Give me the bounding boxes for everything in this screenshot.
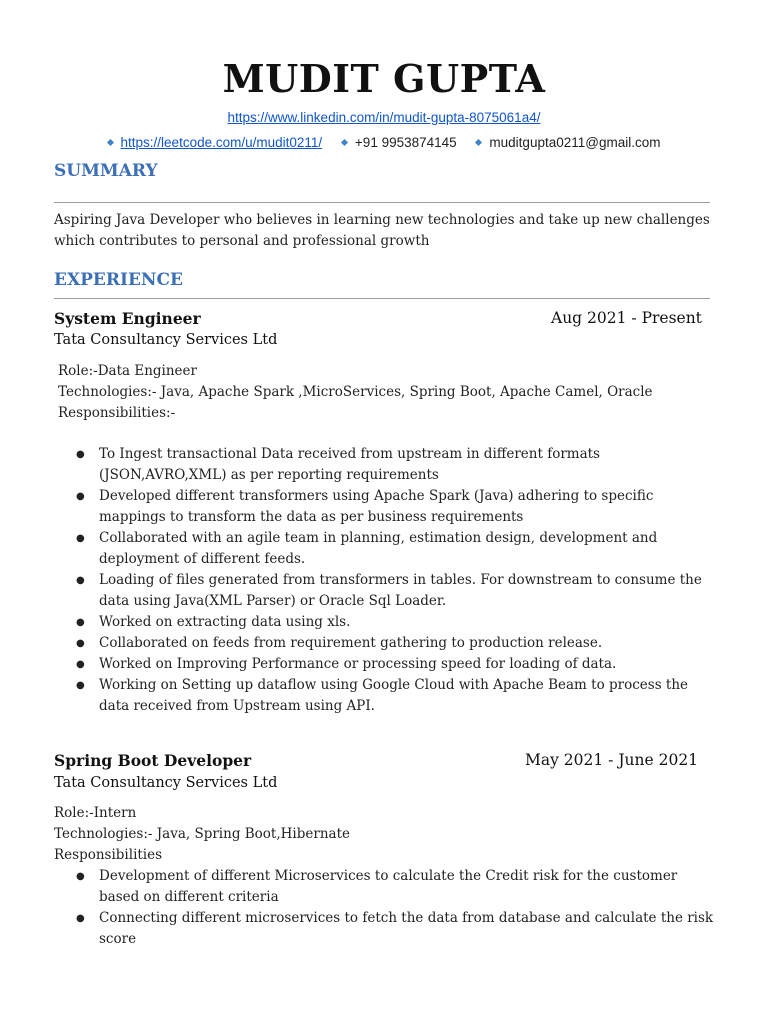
diamond-bullet-icon (475, 139, 482, 146)
summary-heading: SUMMARY (54, 161, 158, 181)
linkedin-row (0, 110, 768, 125)
list-item: ● Loading of files generated from transformers in tables. For downstream to consume the data using Java(XML Parser) or Oracle Sql Loader. (54, 570, 718, 612)
phone-number: +91 9953874145 (354, 135, 457, 150)
list-item: ● Worked on Improving Performance or processing speed for loading of data. (54, 654, 718, 675)
job-bullet-list (54, 866, 718, 950)
list-item: ● Development of different Microservices to calculate the Credit risk for the customer based on different criteria (54, 866, 718, 908)
experience-heading: EXPERIENCE (54, 270, 183, 290)
experience-divider (54, 298, 710, 299)
leetcode-link[interactable]: https://leetcode.com/u/mudit0211/ (120, 135, 323, 150)
job-bullet-list (54, 444, 718, 717)
job-company: Tata Consultancy Services Ltd (54, 775, 278, 791)
summary-text: Aspiring Java Developer who believes in learning new technologies and take up new challenges which contributes to personal and professional growth (54, 212, 710, 249)
contact-row (0, 135, 768, 150)
job-dates: May 2021 - June 2021 (525, 751, 699, 769)
list-item: ● To Ingest transactional Data received from upstream in different formats (JSON,AVRO,XML) as per reporting requirements (54, 444, 718, 486)
job-role: Role:-Intern (54, 805, 137, 821)
summary-divider (54, 202, 710, 203)
job-role: Role:-Data Engineer (58, 363, 197, 379)
linkedin-link[interactable]: https://www.linkedin.com/in/mudit-gupta-8075061a4/ (227, 110, 541, 125)
job-dates: Aug 2021 - Present (551, 309, 702, 327)
job-responsibilities-label: Responsibilities (54, 847, 163, 863)
job-technologies: Technologies:- Java, Spring Boot,Hibernate (54, 826, 350, 842)
email-address: mudit​gupta0211@gmail.com (489, 135, 661, 150)
job-title: Spring Boot Developer (54, 751, 252, 770)
job-technologies: Technologies:- Java, Apache Spark ,MicroServices, Spring Boot, Apache Camel, Oracle (58, 384, 653, 400)
job-title: System Engineer (54, 309, 201, 328)
job-company: Tata Consultancy Services Ltd (54, 332, 278, 348)
diamond-bullet-icon (106, 139, 113, 146)
list-item: ● Collaborated on feeds from requirement gathering to production release. (54, 633, 718, 654)
list-item: ● Developed different transformers using Apache Spark (Java) adhering to specific mappings to transform the data as per business requirements (54, 486, 718, 528)
list-item: ● Worked on extracting data using xls. (54, 612, 718, 633)
diamond-bullet-icon (341, 139, 348, 146)
list-item: ● Working on Setting up dataflow using Google Cloud with Apache Beam to process the data received from Upstream using API. (54, 675, 718, 717)
list-item: ● Collaborated with an agile team in planning, estimation design, development and deployment of different feeds. (54, 528, 718, 570)
list-item: ● Connecting different microservices to fetch the data from database and calculate the risk score (54, 908, 718, 950)
candidate-name: MUDIT GUPTA (222, 56, 546, 101)
job-responsibilities-label: Responsibilities:- (58, 405, 176, 421)
